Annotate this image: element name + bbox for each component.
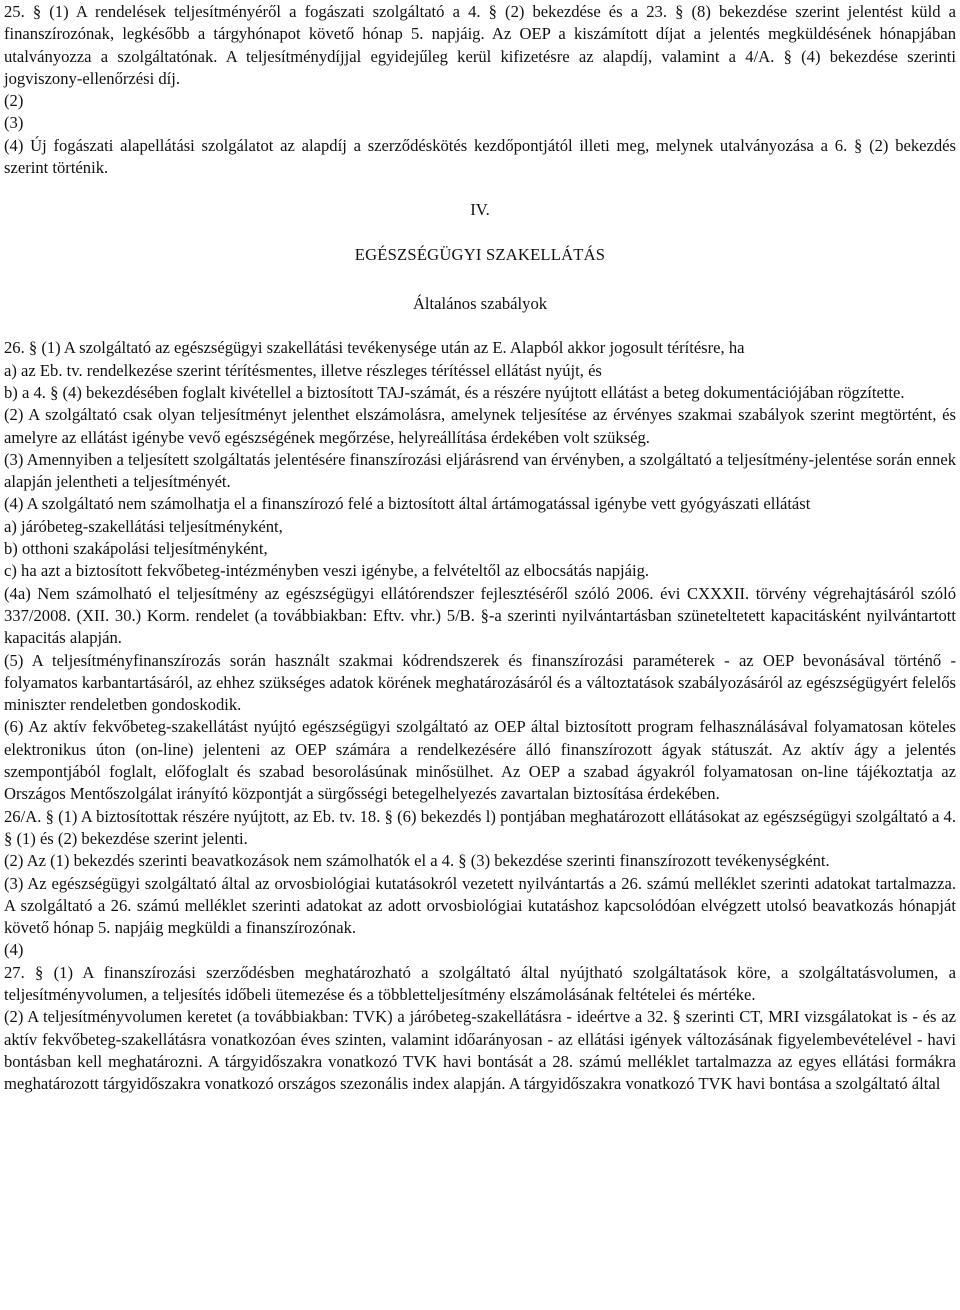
paragraph-26a-4: (4)	[4, 940, 24, 960]
intro-section	[4, 1, 956, 179]
paragraph-26-4-c: c) ha azt a biztosított fekvőbeteg-intézményben veszi igénybe, a felvételtől az elbocsátás napjáig.	[4, 561, 650, 581]
paragraph-27-1: 27. § (1) A finanszírozási szerződésben meghatározható a szolgáltató által nyújtható szolgáltatások köre, a szolgáltatásvolumen, a teljesítményvolumen, a teljesítés időbeli ütemezése és a többletteljesítmény elszámolásának feltételei és mértéke.	[4, 962, 956, 1004]
paragraph-25-3: (3)	[4, 113, 24, 133]
paragraph-26a-1: 26/A. § (1) A biztosítottak részére nyújtott, az Eb. tv. 18. § (6) bekezdés l) pontjában meghatározott ellátásokat az egészségügyi szolgáltató a 4. § (1) és (2) bekezdése szerint jelenti.	[4, 806, 956, 848]
paragraph-26-3: (3) Amennyiben a teljesített szolgáltatás jelentésére finanszírozási eljárásrend van érvényben, a szolgáltató a teljesítmény-jelentése során ennek alapján jelentheti a teljesítményét.	[4, 449, 956, 492]
paragraph-26-5: (5) A teljesítményfinanszírozás során használt szakmai kódrendszerek és finanszírozási paraméterek - az OEP bevonásával történő - folyamatos karbantartásáról, az ehhez szükséges adatok körének meghatározásáról és a változtatások szabályozásáról az egészségügyért felelős miniszter rendeletben gondoskodik.	[4, 650, 956, 715]
paragraph-27-2: (2) A teljesítményvolumen keretet (a továbbiakban: TVK) a járóbeteg-szakellátásra - ideértve a 32. § szerinti CT, MRI vizsgálatokat is - és az aktív fekvőbeteg-szakellátásra vonatkozóan éves szinten, valamint időarányosan - az ellátási igények változásának figyelembevételével - havi bontásban kell meghatározni. A tárgyidőszakra vonatkozó TVK havi bontását a 28. számú melléklet tartalmazza az egyes ellátási formákra meghatározott tárgyidőszakra vonatkozó országos szezonális index alapján. A tárgyidőszakra vonatkozó TVK havi bontása a szolgáltató által	[4, 1007, 956, 1094]
section-title: EGÉSZSÉGÜGYI SZAKELLÁTÁS	[354, 245, 606, 265]
paragraph-26-1: 26. § (1) A szolgáltató az egészségügyi szakellátási tevékenysége után az E. Alapból akkor jogosult térítésre, ha	[4, 338, 745, 358]
paragraph-26a-2: (2) Az (1) bekezdés szerinti beavatkozások nem számolhatók el a 4. § (3) bekezdése szerinti finanszírozott tevékenységként.	[4, 851, 830, 871]
paragraph-26-1-a: a) az Eb. tv. rendelkezése szerint térítésmentes, illetve részleges térítéssel ellátást nyújt, és	[4, 360, 602, 380]
paragraph-26a-3: (3) Az egészségügyi szolgáltató által az orvosbiológiai kutatásokról vezetett nyilvántartás a 26. számú melléklet szerinti adatokat tartalmazza. A szolgáltató a 26. számú melléklet szerinti adatokat az adott orvosbiológiai kutatáshoz kapcsolódóan elvégzett utolsó beavatkozás hónapját követő hónap 5. napjáig megküldi a finanszírozónak.	[4, 873, 956, 938]
paragraph-26-4a: (4a) Nem számolható el teljesítmény az egészségügyi ellátórendszer fejlesztéséről szóló 2006. évi CXXXII. törvény végrehajtásáról szóló 337/2008. (XII. 30.) Korm. rendelet (a továbbiakban: Eftv. vhr.) 5/B. §-a szerinti nyilvántartásban szüneteltetett kapacitásként nyilvántartott kapacitás alapján.	[4, 583, 956, 648]
paragraph-26-4-b: b) otthoni szakápolási teljesítményként,	[4, 539, 268, 559]
paragraph-25-2: (2)	[4, 91, 24, 111]
body-section	[4, 337, 956, 1095]
section-subtitle: Általános szabályok	[412, 294, 548, 314]
paragraph-25-4: (4) Új fogászati alapellátási szolgálatot az alapdíj a szerződéskötés kezdőpontjától illeti meg, melynek utalványozása a 6. § (2) bekezdés szerint történik.	[4, 135, 956, 178]
paragraph-26-4-a: a) járóbeteg-szakellátási teljesítményként,	[4, 516, 283, 536]
paragraph-26-6: (6) Az aktív fekvőbeteg-szakellátást nyújtó egészségügyi szolgáltató az OEP által biztosított program felhasználásával folyamatosan köteles elektronikus úton (on-line) jelenteni az OEP számára a rendelkezésére álló finanszírozott ágyak státuszát. Az aktív ágy a jelentés szempontjából foglalt, előfoglalt és szabad besorolásúnak minősülhet. Az OEP a szabad ágyakról folyamatosan on-line tájékoztatja az Országos Mentőszolgálat irányító központját a sürgősségi betegelhelyezés zavartalan biztosítása érdekében.	[4, 717, 956, 804]
paragraph-26-4: (4) A szolgáltató nem számolhatja el a finanszírozó felé a biztosított által ártámogatással igénybe vett gyógyászati ellátást	[4, 494, 811, 514]
paragraph-26-2: (2) A szolgáltató csak olyan teljesítményt jelenthet elszámolásra, amelynek teljesítése az érvényes szakmai szabályok szerint megtörtént, és amelyre az ellátást igénybe vevő egészségének megőrzése, helyreállítása érdekében volt szükség.	[4, 405, 956, 447]
paragraph-25-1: 25. § (1) A rendelések teljesítményéről a fogászati szolgáltató a 4. § (2) bekezdése és a 23. § (8) bekezdése szerint jelentést küld a finanszírozónak, legkésőbb a tárgyhónapot követő hónap 5. napjáig. Az OEP a kiszámított díjat a jelentés megküldésének hónapjában utalványozza a szolgáltatónak. A teljesítménydíjjal egyidejűleg kerül kifizetésre az alapdíj, valamint a 4/A. § (4) bekezdése szerinti jogviszony-ellenőrzési díj.	[4, 2, 956, 88]
document-page	[4, 0, 956, 1095]
paragraph-26-1-b: b) a 4. § (4) bekezdésében foglalt kivétellel a biztosított TAJ-számát, és a részére nyújtott ellátást a beteg dokumentációjában rögzítette.	[4, 382, 905, 402]
section-number: IV.	[470, 200, 490, 220]
